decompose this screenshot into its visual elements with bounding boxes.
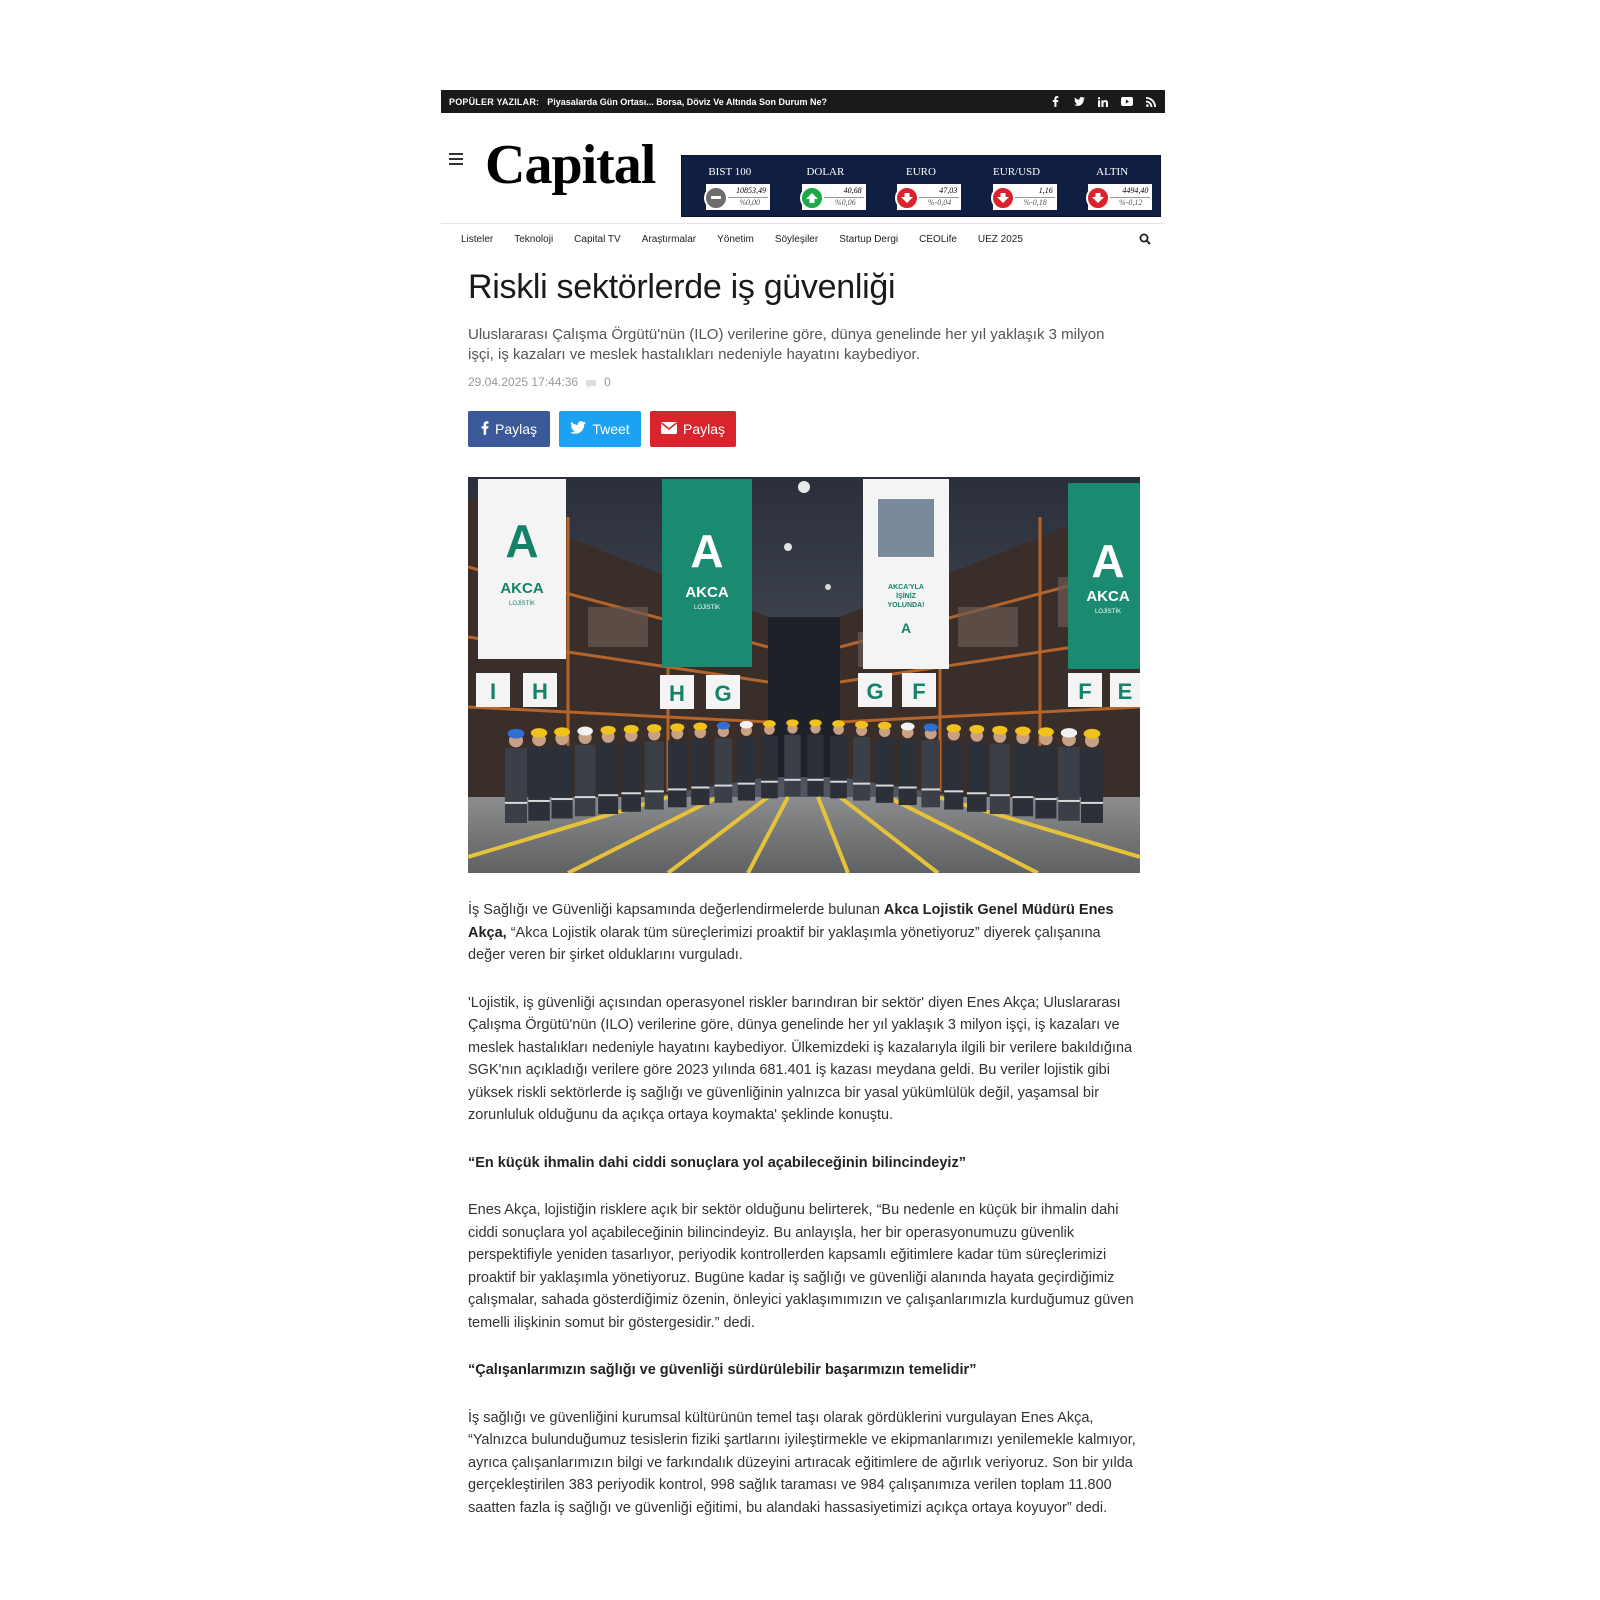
ticker-change: %0,06 — [834, 198, 856, 207]
mail-share-button[interactable] — [650, 411, 736, 447]
aisle-letter: G — [714, 681, 732, 706]
nav-item-yonetim[interactable]: Yönetim — [717, 233, 754, 245]
aisle-letter: E — [1117, 679, 1133, 704]
youtube-icon[interactable] — [1121, 96, 1133, 108]
banner-text: AKCA — [500, 580, 544, 597]
ticker-name: DOLAR — [806, 166, 845, 178]
facebook-icon[interactable] — [1049, 96, 1061, 108]
ticker-value: 40,68 — [843, 186, 862, 195]
svg-text:A: A — [1091, 535, 1125, 587]
ticker-value: 10853,49 — [736, 186, 766, 195]
aisle-letter: F — [912, 679, 926, 704]
aisle-letter: F — [1078, 679, 1092, 704]
ticker-name: BIST 100 — [708, 166, 752, 178]
paragraph-3: Enes Akça, lojistiğin risklere açık bir sektör olduğunu belirterek, “Bu nedenle en küçük bir ihmalin dahi ciddi sonuçlara yol açabileceğinin bilincindeyiz. Bu anlayışla, her bir operasyonumuzu güvenlik perspektifiyle yeniden tasarlıyor, periyodik kontrollerden kapsamlı eğitimlere kadar tüm süreçlerimizi proaktif bir yaklaşımla yönetiyoruz. Bugüne kadar iş sağlığı ve güvenliği alanında hayata geçirdiğimiz çalışmalar, sahada gösterdiğimiz özenin, önleyici yaklaşımımızın ve çalışanlarımızla kurduğumuz güven temelli ilişkinin somut bir göstergesidir.” dedi. — [468, 1202, 1134, 1331]
rss-icon[interactable] — [1145, 96, 1157, 108]
mail-share-label: Paylaş — [682, 421, 726, 437]
paragraph-1: İş Sağlığı ve Güvenliği kapsamında değerlendirmelerde bulunan Akca Lojistik Genel Müdürü Enes Akça, “Akca Lojistik olarak tüm süreçlerimizi proaktif bir yaklaşımla yönetiyoruz” diyerek çalışanına değer veren bir şirket olduklarını vurguladı. — [468, 902, 1114, 963]
nav-item-capital-tv[interactable]: Capital TV — [574, 233, 621, 245]
nav-item-arastirmalar[interactable]: Araştırmalar — [641, 233, 697, 245]
page — [441, 90, 1165, 1544]
article — [468, 268, 1140, 1519]
nav-item-uez-2025[interactable]: UEZ 2025 — [977, 233, 1023, 245]
aisle-letter: H — [532, 679, 548, 704]
up-arrow-icon — [800, 186, 824, 210]
main-nav — [441, 223, 1165, 254]
comment-count[interactable]: 0 — [604, 375, 611, 389]
comment-icon[interactable] — [586, 378, 596, 387]
aisle-letter: I — [489, 679, 497, 704]
svg-text:A: A — [690, 525, 724, 577]
social-links — [1049, 96, 1157, 108]
site-header — [441, 113, 1165, 213]
banner-subtext: LOJİSTİK — [693, 605, 721, 611]
ticker-value: 1,16 — [1038, 186, 1053, 195]
banner-text: AKCA — [1086, 588, 1130, 605]
ticker-value: 4494,40 — [1122, 186, 1149, 195]
capital-logo[interactable]: Capital — [485, 134, 656, 196]
article-title: Riskli sektörlerde iş güvenliği — [468, 268, 896, 306]
paragraph-4: İş sağlığı ve güvenliğini kurumsal kültürünün temel taşı olarak gördüklerini vurgulayan Enes Akça, “Yalnızca bulunduğumuz tesislerin fiziki şartlarını iyileştirmekle ve ekipmanlarımızı yenilemekle kalmıyor, ayrıca çalışanlarımızın bilgi ve farkındalık düzeyini artıracak eğitimlere de ağırlık veriyoruz. Son bir yılda gerçekleştirilen 383 periyodik kontrol, 998 sağlık taraması ve 984 çalışanımıza verilen toplam 11.800 saatten fazla iş sağlığı ve güvenliği eğitimi, bu alandaki hassasiyetimizi açıkça ortaya koyuyor” dedi. — [468, 1409, 1136, 1516]
ticker-value: 47,03 — [939, 186, 958, 195]
market-ticker — [681, 155, 1161, 217]
twitter-icon[interactable] — [1073, 96, 1085, 108]
ticker-change: %-0,18 — [1023, 198, 1047, 207]
popular-headline-link[interactable]: Piyasalarda Gün Ortası... Borsa, Döviz Ve Altında Son Durum Ne? — [547, 96, 827, 107]
poster-line: YOLUNDA! — [887, 602, 925, 609]
nav-item-startup-dergi[interactable]: Startup Dergi — [839, 233, 899, 245]
linkedin-icon[interactable] — [1097, 96, 1109, 108]
nav-item-ceolife[interactable]: CEOLife — [919, 233, 957, 245]
article-meta — [468, 375, 1140, 389]
search-icon[interactable] — [1139, 233, 1151, 245]
ticker-name: ALTIN — [1096, 166, 1129, 178]
article-summary: Uluslararası Çalışma Örgütü'nün (ILO) verilerine göre, dünya genelinde her yıl yaklaşık 3 milyon işçi, iş kazaları ve meslek hastalıkları nedeniyle hayatını kaybediyor. — [468, 326, 1105, 363]
ticker-altin[interactable] — [1064, 156, 1160, 216]
facebook-share-label: Paylaş — [494, 421, 538, 437]
twitter-share-button[interactable] — [559, 411, 641, 447]
nav-item-soylesiler[interactable]: Söyleşiler — [774, 233, 819, 245]
poster-line: İŞİNİZ — [896, 593, 916, 600]
svg-text:A: A — [505, 515, 539, 567]
popular-label: POPÜLER YAZILAR: — [449, 96, 540, 107]
banner-subtext: LOJİSTİK — [508, 601, 536, 607]
article-date: 29.04.2025 17:44:36 — [468, 375, 579, 389]
popular-posts-bar — [441, 90, 1165, 113]
nav-item-teknoloji[interactable]: Teknoloji — [514, 233, 554, 245]
subheading-2: “Çalışanlarımızın sağlığı ve güvenliği sürdürülebilir başarımızın temelidir” — [468, 1362, 977, 1378]
ticker-dolar[interactable] — [778, 156, 874, 216]
aisle-letter: H — [669, 681, 685, 706]
envelope-icon — [661, 421, 677, 437]
article-photo — [468, 477, 1140, 873]
ticker-change: %0,00 — [739, 198, 760, 207]
bold-name: Akca Lojistik Genel Müdürü Enes Akça, — [468, 902, 1114, 941]
twitter-share-label: Tweet — [592, 421, 630, 437]
facebook-share-button[interactable] — [468, 411, 550, 447]
banner-text: AKCA — [685, 584, 729, 601]
share-buttons — [468, 411, 1140, 447]
banner-subtext: LOJİSTİK — [1094, 609, 1122, 615]
ticker-bist100[interactable] — [682, 156, 778, 216]
ticker-name: EUR/USD — [993, 166, 1041, 178]
down-arrow-icon — [895, 186, 919, 210]
ticker-change: %-0,04 — [927, 198, 952, 207]
article-body — [468, 899, 1136, 1519]
ticker-change: %-0,12 — [1119, 198, 1143, 207]
facebook-icon — [481, 421, 489, 438]
poster-line: AKCA'YLA — [888, 584, 924, 591]
down-arrow-icon — [991, 186, 1015, 210]
twitter-icon — [570, 421, 586, 437]
neutral-indicator-icon — [704, 186, 728, 210]
ticker-eurusd[interactable] — [969, 156, 1065, 216]
aisle-letter: G — [866, 679, 884, 704]
ticker-name: EURO — [906, 166, 936, 178]
svg-text:A: A — [900, 620, 912, 636]
subheading-1: “En küçük ihmalin dahi ciddi sonuçlara yol açabileceğinin bilincindeyiz” — [468, 1154, 966, 1171]
paragraph-2: 'Lojistik, iş güvenliği açısından operasyonel riskler barındıran bir sektör' diyen Enes Akça; Uluslararası Çalışma Örgütü'nün (ILO) verilerine göre, dünya genelinde her yıl yaklaşık 3 milyon işçi, iş kazaları ve meslek hastalıkları nedeniyle hayatını kaybediyor. Ülkemizdeki iş kazalarıyla ilgili bir verilere bakıldığına SGK'nın açıkladığı verilere göre 2023 yılında 681.401 iş kazası meydana geldi. Bu veriler lojistik gibi yüksek riskli sektörlerde iş sağlığı ve güvenliğinin yalnızca bir yasal yükümlülük değil, yaşamsal bir zorunluluk olduğunu da açıkça ortaya koymakta' şeklinde konuştu. — [468, 994, 1133, 1123]
hamburger-menu-icon[interactable] — [449, 153, 463, 165]
ticker-euro[interactable] — [873, 156, 969, 216]
nav-item-listeler[interactable]: Listeler — [461, 233, 494, 245]
